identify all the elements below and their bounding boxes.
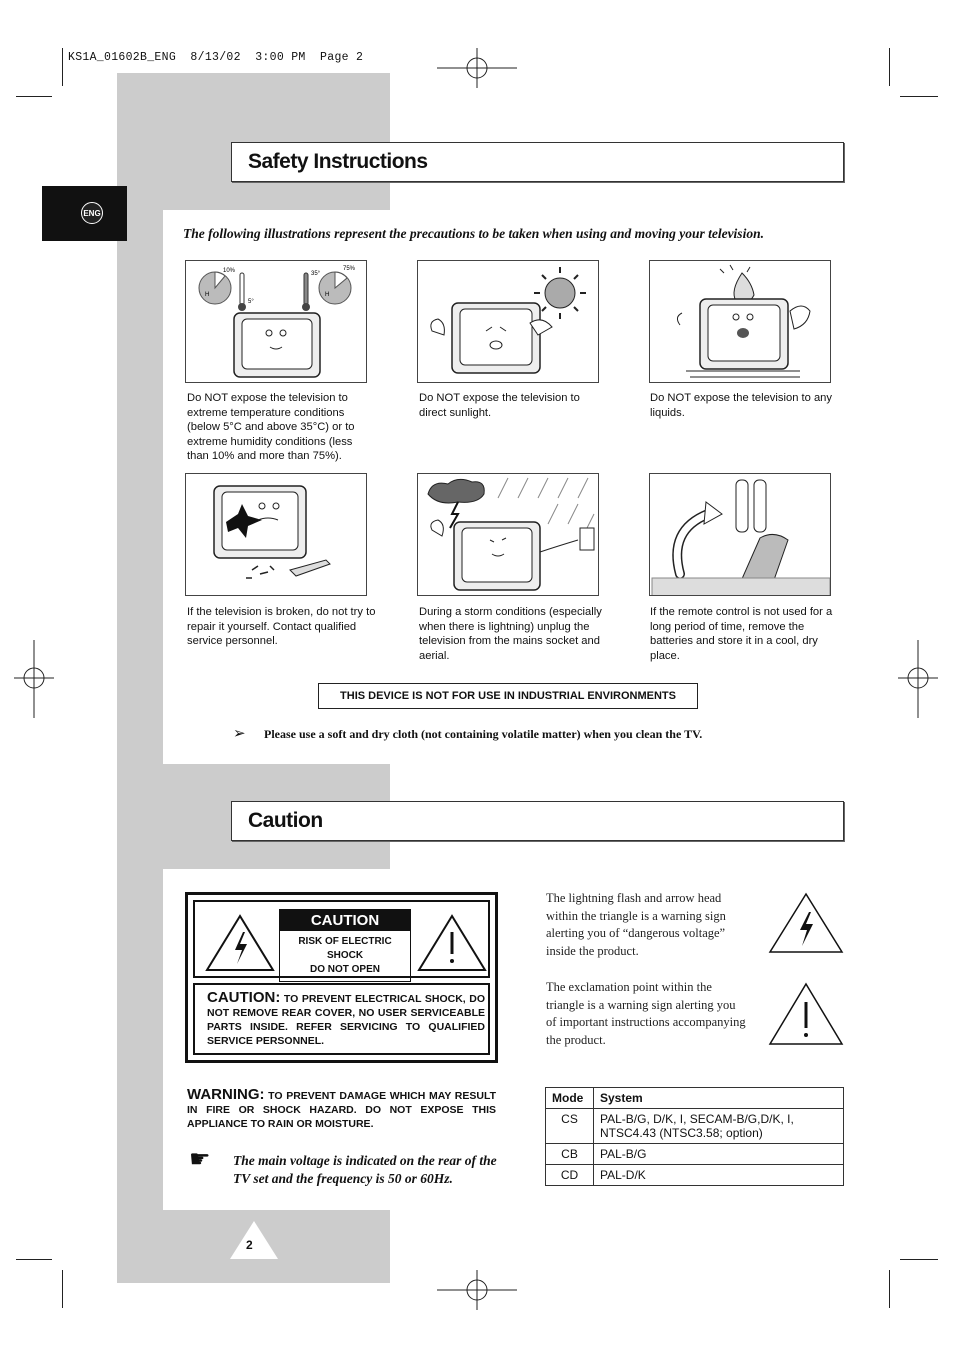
temperature-humidity-illustration: [185, 260, 367, 383]
exclamation-explanation: The exclamation point within the triangle is a warning sign alerting you of important instructions accompanying the product.: [546, 980, 746, 1047]
caution-condition: [207, 991, 485, 1048]
lightning-explanation: The lightning flash and arrow head within the triangle is a warning sign alerting you of “dangerous voltage” inside the product.: [546, 891, 726, 958]
svg-text:35°: 35°: [311, 271, 321, 277]
language-badge: ENG: [81, 202, 103, 224]
svg-text:10%: 10%: [223, 268, 236, 274]
caution-condition-lead: CAUTION:: [207, 989, 281, 1006]
page-number: 2: [246, 1238, 253, 1252]
table-header-mode: Mode: [546, 1088, 594, 1109]
table-cell-mode: CS: [546, 1109, 594, 1144]
caution-lower-frame: [193, 983, 490, 1055]
svg-text:H: H: [325, 292, 330, 298]
sidebar-band-left: [117, 210, 163, 1283]
table-header-system: System: [594, 1088, 844, 1109]
caution-condition-text: TO PREVENT ELECTRICAL SHOCK, DO NOT REMOVE REAR COVER, NO USER SERVICEABLE PARTS INSIDE. REFER SERVICING TO QUALIFIED SERVICE PERSONNEL.: [207, 993, 485, 1047]
exclamation-triangle-icon: [417, 914, 487, 972]
registration-mark-left: [14, 640, 54, 718]
registration-mark-right: [898, 640, 938, 718]
svg-text:75%: 75%: [343, 266, 356, 272]
caution-sign: [279, 909, 411, 982]
lightning-triangle-icon: [768, 892, 844, 954]
warning-text: TO PREVENT DAMAGE WHICH MAY RESULT IN FIRE OR SHOCK HAZARD. DO NOT EXPOSE THIS APPLIANCE TO RAIN OR MOISTURE.: [187, 1090, 497, 1130]
risk-line-1: RISK OF ELECTRIC SHOCK: [298, 936, 392, 961]
exclamation-triangle-icon: [768, 982, 844, 1046]
table-cell-system: PAL-B/G: [594, 1144, 844, 1165]
lightning-triangle-icon: [205, 914, 275, 972]
caution-upper-frame: [193, 900, 490, 978]
remote-batteries-illustration: [649, 473, 831, 596]
main-voltage-note: The main voltage is indicated on the rear of the TV set and the frequency is 50 or 60Hz.: [233, 1153, 497, 1186]
table-cell-system: PAL-B/G, D/K, I, SECAM-B/G,D/K, I, NTSC4.43 (NTSC3.58; option): [594, 1109, 844, 1144]
caption-liquids: Do NOT expose the television to any liquids.: [650, 392, 832, 419]
risk-line-2: DO NOT OPEN: [309, 964, 380, 975]
caption-broken: If the television is broken, do not try to repair it yourself. Contact qualified service personnel.: [187, 606, 376, 647]
safety-title: Safety Instructions: [248, 150, 428, 173]
page-number-marker: [228, 1219, 280, 1261]
table-cell-mode: CD: [546, 1165, 594, 1186]
safety-title-box: [231, 142, 844, 182]
broken-tv-illustration: [185, 473, 367, 596]
liquids-illustration: [649, 260, 831, 383]
mode-system-table: [545, 1087, 844, 1186]
registration-mark-top: [437, 48, 517, 88]
svg-text:5°: 5°: [248, 299, 254, 305]
caption-sunlight: Do NOT expose the television to direct sunlight.: [419, 392, 580, 419]
caution-sign-label: CAUTION: [280, 910, 410, 931]
storm-illustration: [417, 473, 599, 596]
table-row: [546, 1165, 844, 1186]
caption-storm: During a storm conditions (especially when there is lightning) unplug the television from the mains socket and aerial.: [419, 606, 602, 662]
warning-lead: WARNING:: [187, 1086, 265, 1103]
cleaning-tip: Please use a soft and dry cloth (not containing volatile matter) when you clean the TV.: [264, 727, 703, 741]
pointing-hand-icon: ☛: [189, 1146, 211, 1173]
registration-mark-bottom: [437, 1270, 517, 1310]
table-cell-system: PAL-D/K: [594, 1165, 844, 1186]
table-cell-mode: CB: [546, 1144, 594, 1165]
sunlight-illustration: [417, 260, 599, 383]
caption-remote: If the remote control is not used for a long period of time, remove the batteries and store it in a cool, dry place.: [650, 606, 833, 662]
caution-label-panel: [185, 892, 498, 1063]
caption-temperature: Do NOT expose the television to extreme temperature conditions (below 5°C and above 35°C) or to extreme humidity conditions (less than 10% and more than 75%).: [187, 392, 355, 462]
caution-title: Caution: [248, 809, 323, 832]
industrial-notice: THIS DEVICE IS NOT FOR USE IN INDUSTRIAL ENVIRONMENTS: [318, 683, 698, 709]
safety-intro: The following illustrations represent the precautions to be taken when using and moving your television.: [183, 226, 764, 241]
table-row: [546, 1109, 844, 1144]
arrow-icon: ➢: [233, 725, 246, 742]
svg-text:H: H: [205, 292, 210, 298]
warning-block: [187, 1088, 496, 1131]
caution-title-box: [231, 801, 844, 841]
print-header: KS1A_01602B_ENG 8/13/02 3:00 PM Page 2: [68, 51, 364, 64]
table-header-row: [546, 1088, 844, 1109]
table-row: [546, 1144, 844, 1165]
